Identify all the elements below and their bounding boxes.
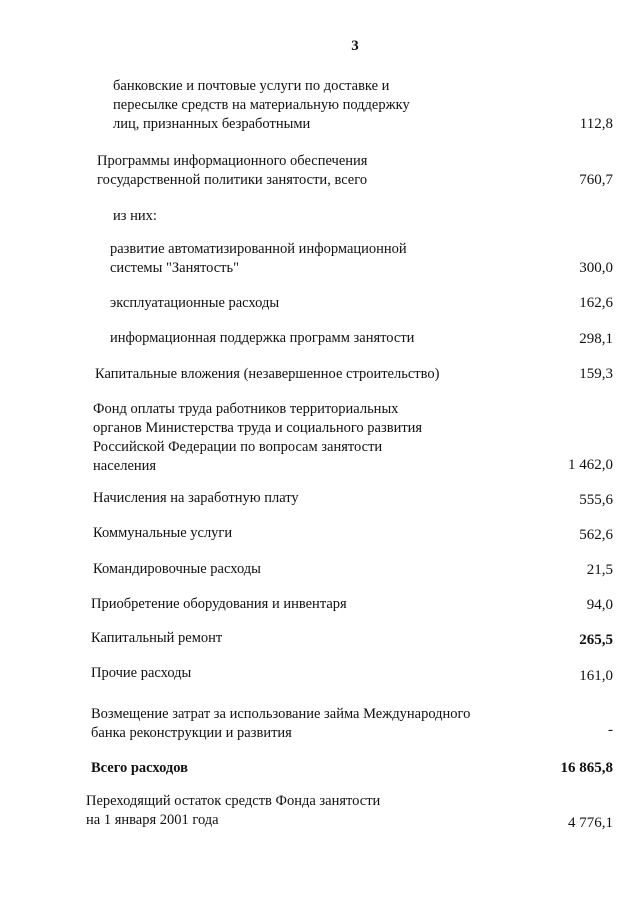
row-value: 760,7: [579, 172, 613, 188]
row-value: 298,1: [579, 331, 613, 347]
row-label: Начисления на заработную плату: [93, 490, 299, 506]
row-label: из них:: [113, 208, 157, 224]
row-label: развитие автоматизированной информационной системы "Занятость": [110, 241, 407, 276]
row-value: 112,8: [579, 116, 613, 132]
row-value: 1 462,0: [568, 457, 613, 473]
row-value: 94,0: [586, 597, 613, 613]
row-label: Капитальный ремонт: [91, 630, 223, 646]
row-label: Программы информационного обеспечения государственной политики занятости, всего: [97, 153, 368, 188]
row-label: Прочие расходы: [91, 665, 192, 681]
row-label: Капитальные вложения (незавершенное строительство): [95, 366, 440, 382]
row-value: 16 865,8: [560, 760, 613, 776]
row-value: 300,0: [579, 260, 613, 276]
row-value: 162,6: [579, 295, 613, 311]
row-label: Фонд оплаты труда работников территориальных органов Министерства труда и социального развития Российской Федерации по вопросам занятости населения: [93, 401, 423, 474]
row-value: 555,6: [579, 492, 613, 508]
row-value: 265,5: [579, 632, 613, 648]
row-value: 4 776,1: [568, 815, 613, 831]
row-label: Переходящий остаток средств Фонда занятости на 1 января 2001 года: [86, 793, 381, 828]
row-label: Всего расходов: [91, 760, 188, 776]
row-label: эксплуатационные расходы: [110, 295, 280, 311]
page-number: 3: [351, 38, 359, 54]
row-value: 562,6: [579, 527, 613, 543]
row-label: Командировочные расходы: [93, 561, 261, 577]
row-label: Приобретение оборудования и инвентаря: [91, 596, 347, 612]
row-label: Возмещение затрат за использование займа Международного банка реконструкции и развития: [91, 706, 471, 741]
row-value: 159,3: [579, 366, 613, 382]
row-value: 161,0: [579, 668, 613, 684]
row-value: 21,5: [586, 562, 613, 578]
row-label: Коммунальные услуги: [93, 525, 233, 541]
row-value: -: [608, 722, 613, 738]
row-label: информационная поддержка программ занятости: [110, 330, 415, 346]
row-label: банковские и почтовые услуги по доставке и пересылке средств на материальную поддержку лиц, признанных безработными: [113, 78, 410, 132]
